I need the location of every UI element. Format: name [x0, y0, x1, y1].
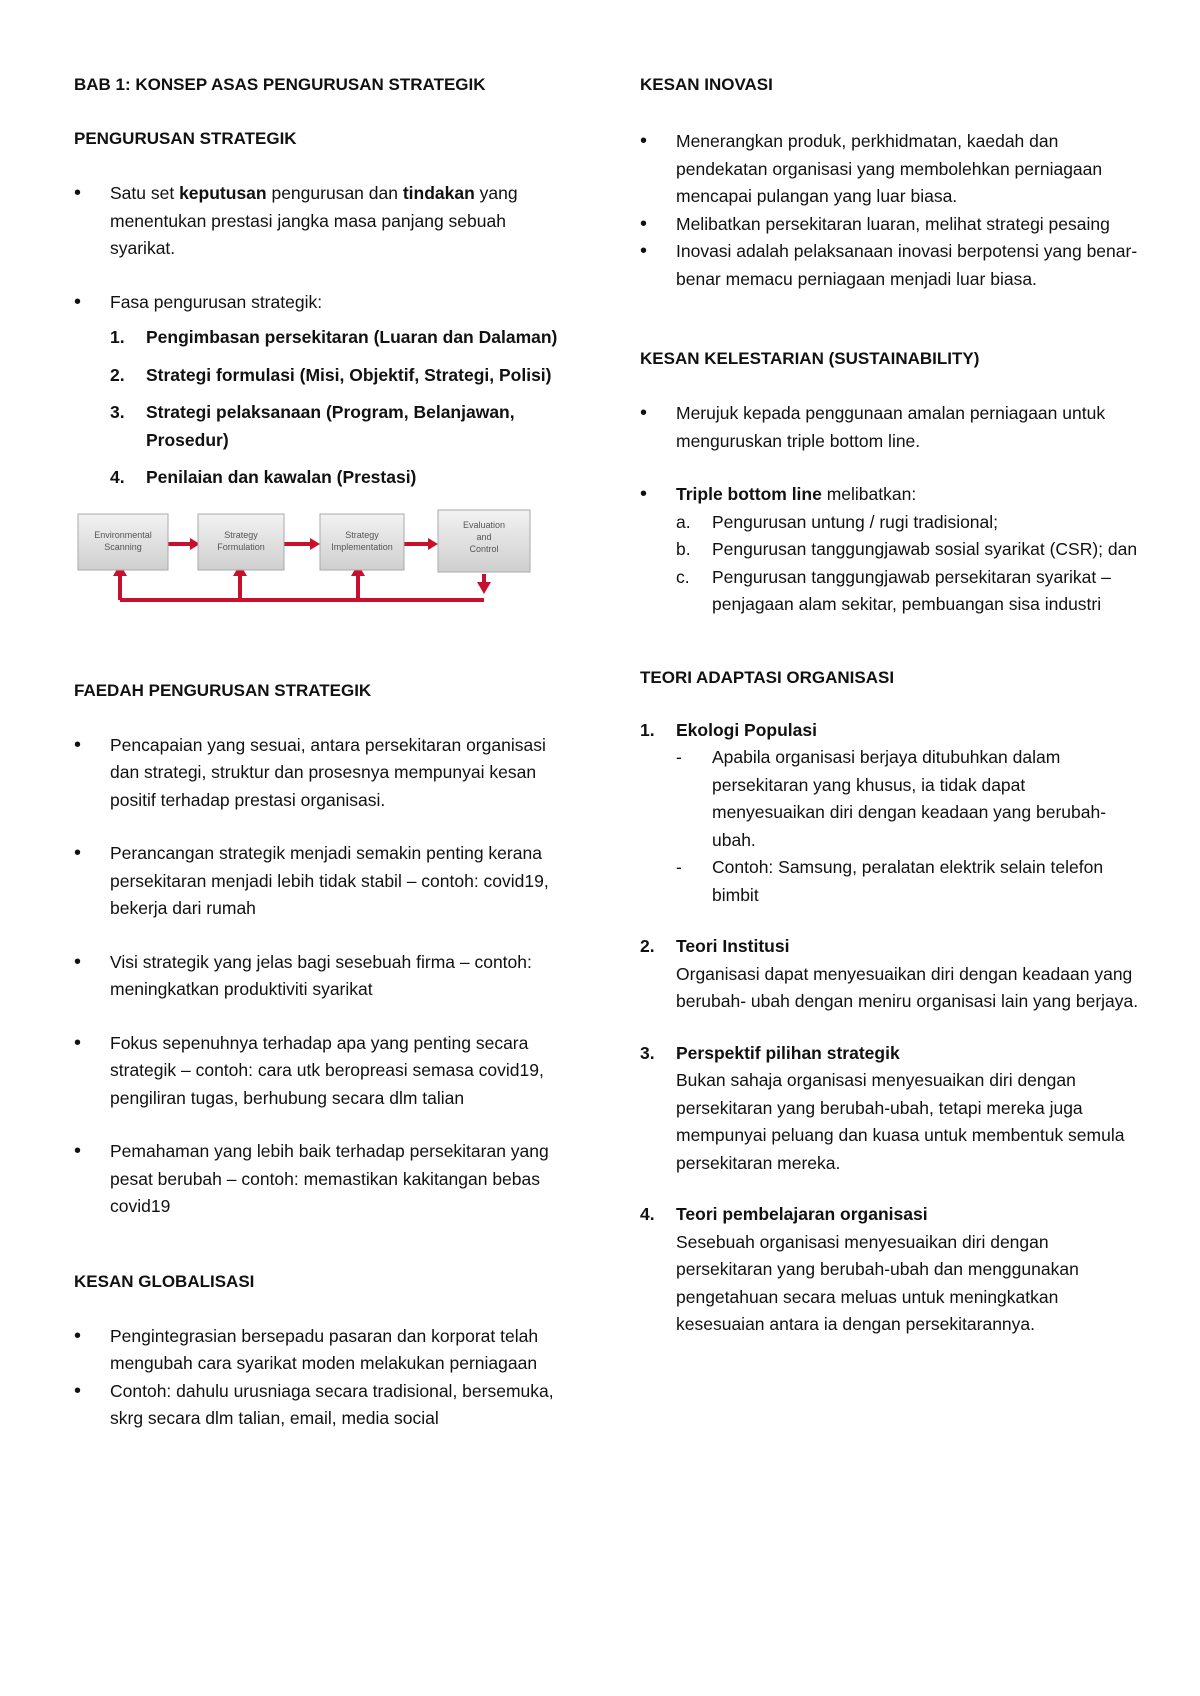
list-item: • Pemahaman yang lebih baik terhadap persekitaran yang pesat berubah – contoh: memastikan kakitangan bebas covid19 — [74, 1138, 574, 1221]
teori-3-text: Bukan sahaja organisasi menyesuaikan diri dengan persekitaran yang berubah-ubah, tetapi mereka juga mempunyai peluang dan kuasa untuk membentuk semula persekitaran mereka. — [676, 1070, 1125, 1173]
inovasi-list — [640, 128, 1140, 293]
heading-inovasi: KESAN INOVASI — [640, 75, 773, 94]
teori-4-text: Sesebuah organisasi menyesuaikan diri dengan persekitaran yang berubah-ubah dan menggunakan pengetahuan secara meluas untuk meningkatkan kesesuaian antara ia dengan persekitarannya. — [676, 1231, 1079, 1334]
document-title: BAB 1: KONSEP ASAS PENGURUSAN STRATEGIK — [74, 75, 486, 94]
svg-text:Evaluation: Evaluation — [462, 519, 506, 530]
list-item: • Pengintegrasian bersepadu pasaran dan korporat telah mengubah cara syarikat moden melakukan perniagaan — [74, 1323, 574, 1378]
list-item: • Fasa pengurusan strategik: — [74, 289, 574, 317]
teori-2: 2. Teori Institusi Organisasi dapat menyesuaikan diri dengan keadaan yang berubah- ubah dengan meniru organisasi lain yang berjaya. — [640, 933, 1140, 1016]
right-column — [640, 74, 1140, 1339]
heading-faedah: FAEDAH PENGURUSAN STRATEGIK — [74, 680, 372, 700]
box-strategy-implementation — [320, 514, 404, 570]
teori-2-title: Teori Institusi — [676, 936, 790, 956]
list-item: • Contoh: dahulu urusniaga secara tradisional, bersemuka, skrg secara dlm talian, email, media social — [74, 1378, 574, 1433]
list-item: • Visi strategik yang jelas bagi sesebuah firma – contoh: meningkatkan produktiviti syarikat — [74, 949, 574, 1004]
globalisasi-list — [74, 1323, 574, 1433]
list-item: b. Pengurusan tanggungjawab sosial syarikat (CSR); dan — [676, 539, 1138, 559]
list-item: • Pencapaian yang sesuai, antara persekitaran organisasi dan strategi, struktur dan prosesnya mempunyai kesan positif terhadap prestasi organisasi. — [74, 732, 574, 815]
phase-list — [110, 324, 574, 492]
teori-3: 3. Perspektif pilihan strategik Bukan sahaja organisasi menyesuaikan diri dengan persekitaran yang berubah-ubah, tetapi mereka juga mempunyai peluang dan kuasa untuk membentuk semula persekitaran mereka. — [640, 1040, 1140, 1178]
teori-1: 1. Ekologi Populasi - Apabila organisasi berjaya ditubuhkan dalam persekitaran yang khusus, ia tidak dapat menyesuaikan diri dengan keadaan yang berubah-ubah. - Contoh: Samsung, peralatan elektrik selain telefon bimbit — [640, 717, 1140, 910]
box-environmental-scanning — [78, 514, 168, 570]
svg-text:and: and — [476, 531, 492, 542]
svg-text:Implementation: Implementation — [331, 541, 393, 552]
triple-bottom-line-list — [676, 509, 1140, 619]
phase-item: 1. Pengimbasan persekitaran (Luaran dan Dalaman) — [110, 327, 558, 347]
svg-text:Strategy: Strategy — [224, 529, 258, 540]
teori-4: 4. Teori pembelajaran organisasi Sesebuah organisasi menyesuaikan diri dengan persekitaran yang berubah-ubah dan menggunakan pengetahuan secara meluas untuk meningkatkan kesesuaian antara ia dengan persekitarannya. — [640, 1201, 1140, 1339]
strategic-management-flow-diagram — [74, 508, 574, 618]
teori-2-text: Organisasi dapat menyesuaikan diri dengan keadaan yang berubah- ubah dengan meniru organisasi lain yang berjaya. — [676, 963, 1139, 1011]
heading-kelestarian: KESAN KELESTARIAN (SUSTAINABILITY) — [640, 349, 980, 368]
box-evaluation-and-control — [438, 510, 530, 572]
list-item: • Perancangan strategik menjadi semakin penting kerana persekitaran menjadi lebih tidak stabil – contoh: covid19, bekerja dari rumah — [74, 840, 574, 923]
heading-pengurusan-strategik: PENGURUSAN STRATEGIK — [74, 129, 297, 148]
list-item: c. Pengurusan tanggungjawab persekitaran syarikat – penjagaan alam sekitar, pembuangan sisa industri — [676, 566, 1111, 614]
list-item: a. Pengurusan untung / rugi tradisional; — [676, 511, 999, 532]
list-item: • Melibatkan persekitaran luaran, melihat strategi pesaing — [640, 211, 1140, 239]
svg-text:Environmental: Environmental — [94, 529, 152, 540]
list-item: - Apabila organisasi berjaya ditubuhkan dalam persekitaran yang khusus, ia tidak dapat menyesuaikan diri dengan keadaan yang berubah-ubah. — [676, 747, 1107, 850]
phase-item: 4. Penilaian dan kawalan (Prestasi) — [110, 467, 417, 487]
teori-3-title: Perspektif pilihan strategik — [676, 1042, 900, 1063]
teori-4-title: Teori pembelajaran organisasi — [676, 1204, 928, 1224]
svg-text:Strategy: Strategy — [345, 529, 379, 540]
list-item: • Inovasi adalah pelaksanaan inovasi berpotensi yang benar-benar memacu perniagaan menjadi luar biasa. — [640, 238, 1140, 293]
phase-item: 3. Strategi pelaksanaan (Program, Belanjawan, Prosedur) — [110, 402, 515, 450]
teori-1-title: Ekologi Populasi — [676, 719, 817, 740]
heading-teori-adaptasi: TEORI ADAPTASI ORGANISASI — [640, 667, 895, 687]
svg-text:Scanning: Scanning — [104, 541, 142, 552]
kelestarian-list — [640, 400, 1140, 509]
list-item: • Fokus sepenuhnya terhadap apa yang penting secara strategik – contoh: cara utk beropreasi semasa covid19, pengiliran tugas, berhubung secara dlm talian — [74, 1030, 574, 1113]
list-item: • Satu set keputusan pengurusan dan tindakan yang menentukan prestasi jangka masa panjang sebuah syarikat. — [74, 180, 574, 263]
list-item: • Menerangkan produk, perkhidmatan, kaedah dan pendekatan organisasi yang membolehkan perniagaan mencapai pulangan yang luar biasa. — [640, 128, 1140, 211]
phase-item: 2. Strategi formulasi (Misi, Objektif, Strategi, Polisi) — [110, 364, 552, 385]
faedah-list — [74, 732, 574, 1221]
pengurusan-strategik-list — [74, 180, 574, 316]
heading-globalisasi: KESAN GLOBALISASI — [74, 1271, 255, 1291]
list-item: - Contoh: Samsung, peralatan elektrik selain telefon bimbit — [676, 857, 1104, 905]
list-item: • Triple bottom line melibatkan: — [640, 481, 1140, 509]
list-item: • Merujuk kepada penggunaan amalan perniagaan untuk menguruskan triple bottom line. — [640, 400, 1140, 455]
svg-text:Formulation: Formulation — [217, 541, 265, 552]
left-column — [74, 74, 574, 1433]
svg-text:Control: Control — [469, 543, 499, 554]
box-strategy-formulation — [198, 514, 284, 570]
flow-arrows — [113, 538, 491, 600]
